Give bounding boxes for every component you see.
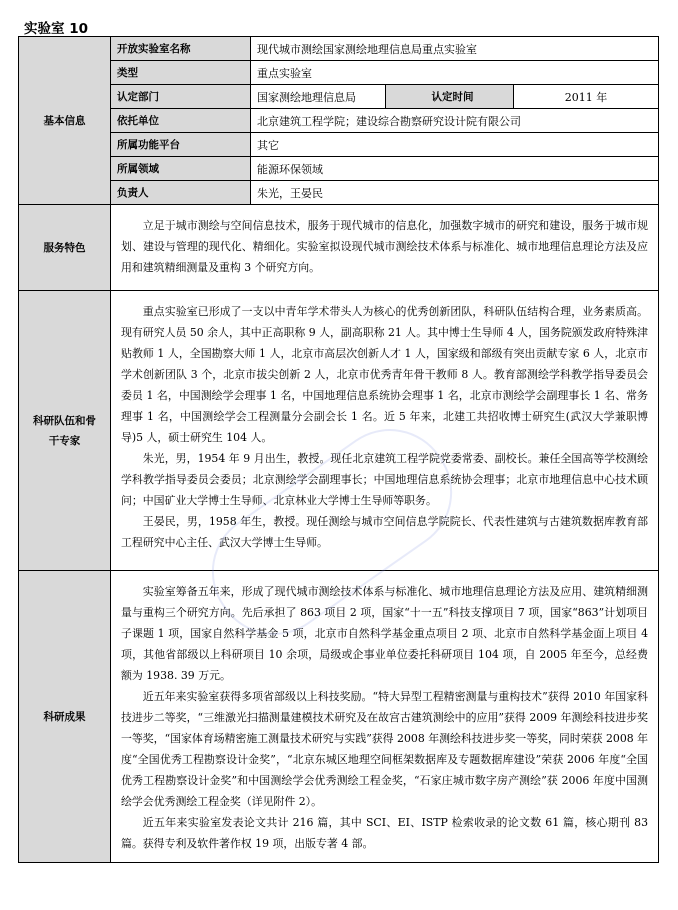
unit-value: 北京建筑工程学院；建设综合勘察研究设计院有限公司 <box>251 109 659 133</box>
lab-info-table <box>18 36 659 863</box>
results-paragraph: 实验室筹备五年来，形成了现代城市测绘技术体系与标准化、城市地理信息理论方法及应用、建筑精细测量与重构三个研究方向。先后承担了 863 项目 2 项，国家“十一五”科技支撑项目 7 项，国家“863”计划项目子课题 1 项，国家自然科学基金 5 项，北京市自然科学基金重点项目 2 项、北京市自然科学基金面上项目 4 项，其他省部级以上科研项目 10 余项，局级或企事业单位委托科研项目 104 项，自 2005 年至今，总经费额为 1938. 39 万元。 <box>121 585 649 682</box>
table-row <box>19 85 659 109</box>
table-row <box>19 133 659 157</box>
platform-label: 所属功能平台 <box>111 133 251 157</box>
time-label: 认定时间 <box>386 85 514 109</box>
service-text <box>111 205 659 291</box>
leader-value: 朱光，王晏民 <box>251 181 659 205</box>
results-category: 科研成果 <box>19 571 111 863</box>
results-paragraph: 近五年来实验室获得多项省部级以上科技奖励。“特大异型工程精密测量与重构技术”获得 2010 年国家科技进步二等奖，“三维激光扫描测量建模技术研究及在故宫古建筑测绘中的应用”获得 2009 年测绘科技进步奖一等奖，“国家体育场精密施工测量技术研究与实践”获得 2008 年测绘科技进步奖一等奖，同时荣获 2008 年度“全国优秀工程勘察设计金奖”，“北京东城区地理空间框架数据库及专题数据库建设”荣获 2006 年度“全国优秀工程勘察设计金奖”和中国测绘学会优秀测绘工程金奖，“石家庄城市数字房产测绘”获 2006 年度中国测绘学会优秀测绘工程金奖（详见附件 2）。 <box>121 690 649 808</box>
lab-name-label: 开放实验室名称 <box>111 37 251 61</box>
table-row <box>19 61 659 85</box>
table-row <box>19 157 659 181</box>
basic-info-category: 基本信息 <box>19 37 111 205</box>
team-paragraph: 重点实验室已形成了一支以中青年学术带头人为核心的优秀创新团队，科研队伍结构合理，业务素质高。现有研究人员 50 余人，其中正高职称 9 人，副高职称 21 人。其中博士生导师 4 人，国务院颁发政府特殊津贴教师 1 人，全国勘察大师 1 人，北京市高层次创新人才 1 人，国家级和部级有突出贡献专家 6 人，北京市学术创新团队 3 个，北京市拔尖创新 2 人，北京市优秀青年骨干教师 8 人。教育部测绘学科教学指导委员会委员 1 名，中国测绘学会理事 1 名，中国地理信息系统协会理事 1 名，北京市测绘学会副理事长 1 名、常务理事 1 名，中国测绘学会工程测量分会副会长 1 名。近 5 年来，北建工共招收博士研究生(武汉大学兼职博导)5 人，硕士研究生 104 人。 <box>121 305 649 444</box>
team-category <box>19 291 111 571</box>
table-row <box>19 37 659 61</box>
results-paragraph: 近五年来实验室发表论文共计 216 篇，其中 SCI、EI、ISTP 检索收录的论文数 61 篇，核心期刊 83 篇。获得专利及软件著作权 19 项，出版专著 4 部。 <box>121 816 649 850</box>
dept-label: 认定部门 <box>111 85 251 109</box>
team-paragraph: 王晏民，男，1958 年生，教授。现任测绘与城市空间信息学院院长、代表性建筑与古建筑数据库教育部工程研究中心主任、武汉大学博士生导师。 <box>121 515 649 549</box>
page-title: 实验室 10 <box>24 21 88 37</box>
table-row <box>19 291 659 571</box>
type-value: 重点实验室 <box>251 61 659 85</box>
type-label: 类型 <box>111 61 251 85</box>
team-paragraph: 朱光，男，1954 年 9 月出生，教授。现任北京建筑工程学院党委常委、副校长。兼任全国高等学校测绘学科教学指导委员会委员；北京测绘学会副理事长；中国地理信息系统协会理事；北京市地理信息中心技术顾问；中国矿业大学博士生导师、北京林业大学博士生导师等职务。 <box>121 452 649 507</box>
table-row <box>19 571 659 863</box>
field-label: 所属领域 <box>111 157 251 181</box>
results-text <box>111 571 659 863</box>
field-value: 能源环保领域 <box>251 157 659 181</box>
team-category-line2: 干专家 <box>48 434 81 447</box>
team-category-line1: 科研队伍和骨 <box>33 414 96 427</box>
time-value: 2011 年 <box>514 85 659 109</box>
dept-value: 国家测绘地理信息局 <box>251 85 386 109</box>
platform-value: 其它 <box>251 133 659 157</box>
unit-label: 依托单位 <box>111 109 251 133</box>
lab-name-value: 现代城市测绘国家测绘地理信息局重点实验室 <box>251 37 659 61</box>
table-row <box>19 181 659 205</box>
table-row <box>19 205 659 291</box>
leader-label: 负责人 <box>111 181 251 205</box>
service-category: 服务特色 <box>19 205 111 291</box>
table-row <box>19 109 659 133</box>
team-text <box>111 291 659 571</box>
service-paragraph: 立足于城市测绘与空间信息技术，服务于现代城市的信息化，加强数字城市的研究和建设，服务于城市规划、建设与管理的现代化、精细化。实验室拟设现代城市测绘技术体系与标准化、城市地理信息理论方法及应用和建筑精细测量及重构 3 个研究方向。 <box>121 219 649 274</box>
